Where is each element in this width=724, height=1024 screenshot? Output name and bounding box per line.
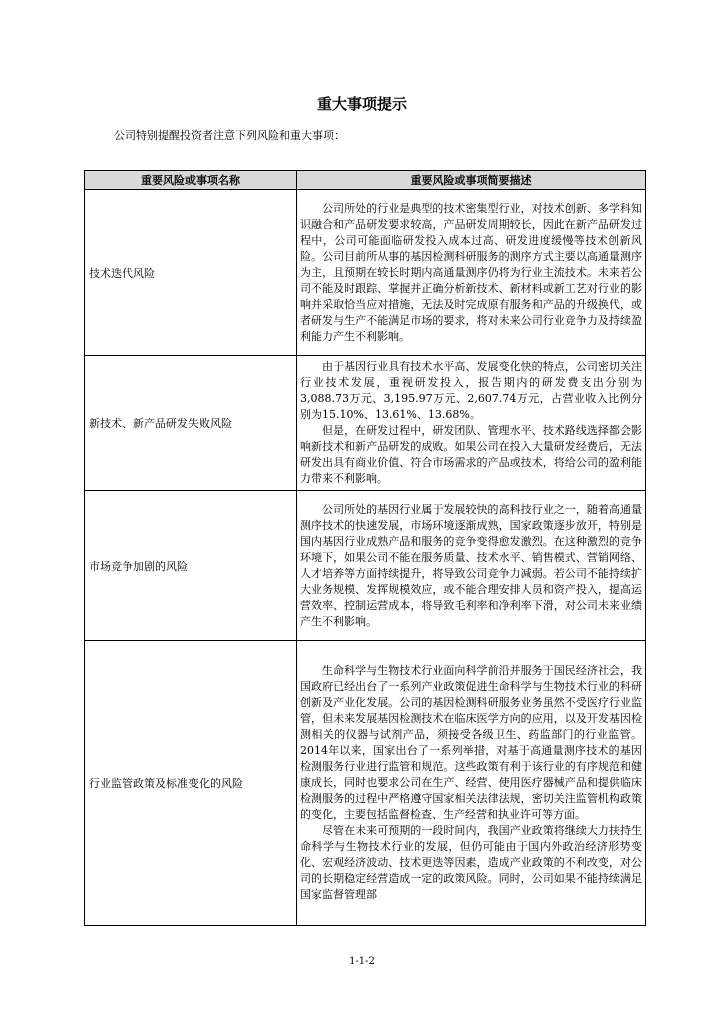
description-paragraph: 但是，在研发过程中，研发团队、管理水平、技术路线选择都会影响新技术和新产品研发的成败。如果公司在投入大量研发经费后，无法研发出具有商业价值、符合市场需求的产品或技术，将给公司的盈利能力带来不利影响。 [300,424,642,485]
table-row [85,491,646,641]
table-row [85,356,646,491]
description-paragraph: 公司所处的行业是典型的技术密集型行业，对技术创新、多学科知识融合和产品研发要求较高，产品研发周期较长，因此在新产品研发过程中，公司可能面临研发投入成本过高、研发进度缓慢等技术创新风险。公司目前所从事的基因检测科研服务的测序方式主要以高通量测序为主，且预期在较长时期内高通量测序仍将为行业主流技术。未来若公司不能及时跟踪、掌握并正确分析新技术、新材料或新工艺对行业的影响并采取恰当应对措施，无法及时完成原有服务和产品的升级换代，或者研发与生产不能满足市场的要求，将对未来公司行业竞争力及持续盈利能力产生不利影响。 [300,201,642,343]
header-risk-description: 重要风险或事项简要描述 [297,171,646,190]
description-paragraph: 尽管在未来可预期的一段时间内，我国产业政策将继续大力扶持生命科学与生物技术行业的发展，但仍可能由于国内外政治经济形势变化、宏观经济波动、技术更迭等因素，造成产业政策的不利改变，对公司的长期稳定经营造成一定的政策风险。同时，公司如果不能持续满足国家监督管理部 [300,824,642,901]
table-row [85,641,646,926]
risk-name: 技术迭代风险 [85,190,297,356]
risk-description [297,190,646,356]
risk-description [297,356,646,491]
risk-description [297,641,646,926]
description-paragraph: 生命科学与生物技术行业面向科学前沿并服务于国民经济社会，我国政府已经出台了一系列产业政策促进生命科学与生物技术行业的科研创新及产业化发展。公司的基因检测科研服务业务虽然不受医疗行业监管，但未来发展基因检测技术在临床医学方向的应用，以及开发基因检测相关的仪器与试剂产品，须接受各级卫生、药监部门的行业监管。2014年以来，国家出台了一系列举措，对基于高通量测序技术的基因检测服务行业进行监管和规范。这些政策有利于该行业的有序规范和健康成长，同时也要求公司在生产、经营、使用医疗器械产品和提供临床检测服务的过程中严格遵守国家相关法律法规，密切关注监管机构政策的变化，主要包括监督检查、生产经营和执业许可等方面。 [300,664,642,821]
risk-table [84,170,646,926]
risk-description [297,491,646,641]
header-risk-name: 重要风险或事项名称 [85,171,297,190]
description-paragraph: 由于基因行业具有技术水平高、发展变化快的特点，公司密切关注行业技术发展，重视研发投入，报告期内的研发费支出分别为3,088.73万元、3,195.97万元、2,607.74万元，占营业收入比例分别为15.10%、13.61%、13.68%。 [300,360,642,421]
description-paragraph: 公司所处的基因行业属于发展较快的高科技行业之一，随着高通量测序技术的快速发展，市场环境逐渐成熟，国家政策逐步放开，特别是国内基因行业成熟产品和服务的竞争变得愈发激烈。在这种激烈的竞争环境下，如果公司不能在服务质量、技术水平、销售模式、营销网络、人才培养等方面持续提升，将导致公司竞争力减弱。若公司不能持续扩大业务规模、发挥规模效应，或不能合理安排人员和资产投入，提高运营效率、控制运营成本，将导致毛利率和净利率下滑，对公司未来业绩产生不利影响。 [300,502,642,628]
table-row [85,190,646,356]
risk-name: 行业监管政策及标准变化的风险 [85,641,297,926]
intro-text: 公司特别提醒投资者注意下列风险和重大事项： [114,129,345,142]
page-number: 1-1-2 [349,956,375,967]
table-header-row [85,171,646,190]
page-title: 重大事项提示 [316,95,407,113]
risk-name: 市场竞争加剧的风险 [85,491,297,641]
risk-name: 新技术、新产品研发失败风险 [85,356,297,491]
